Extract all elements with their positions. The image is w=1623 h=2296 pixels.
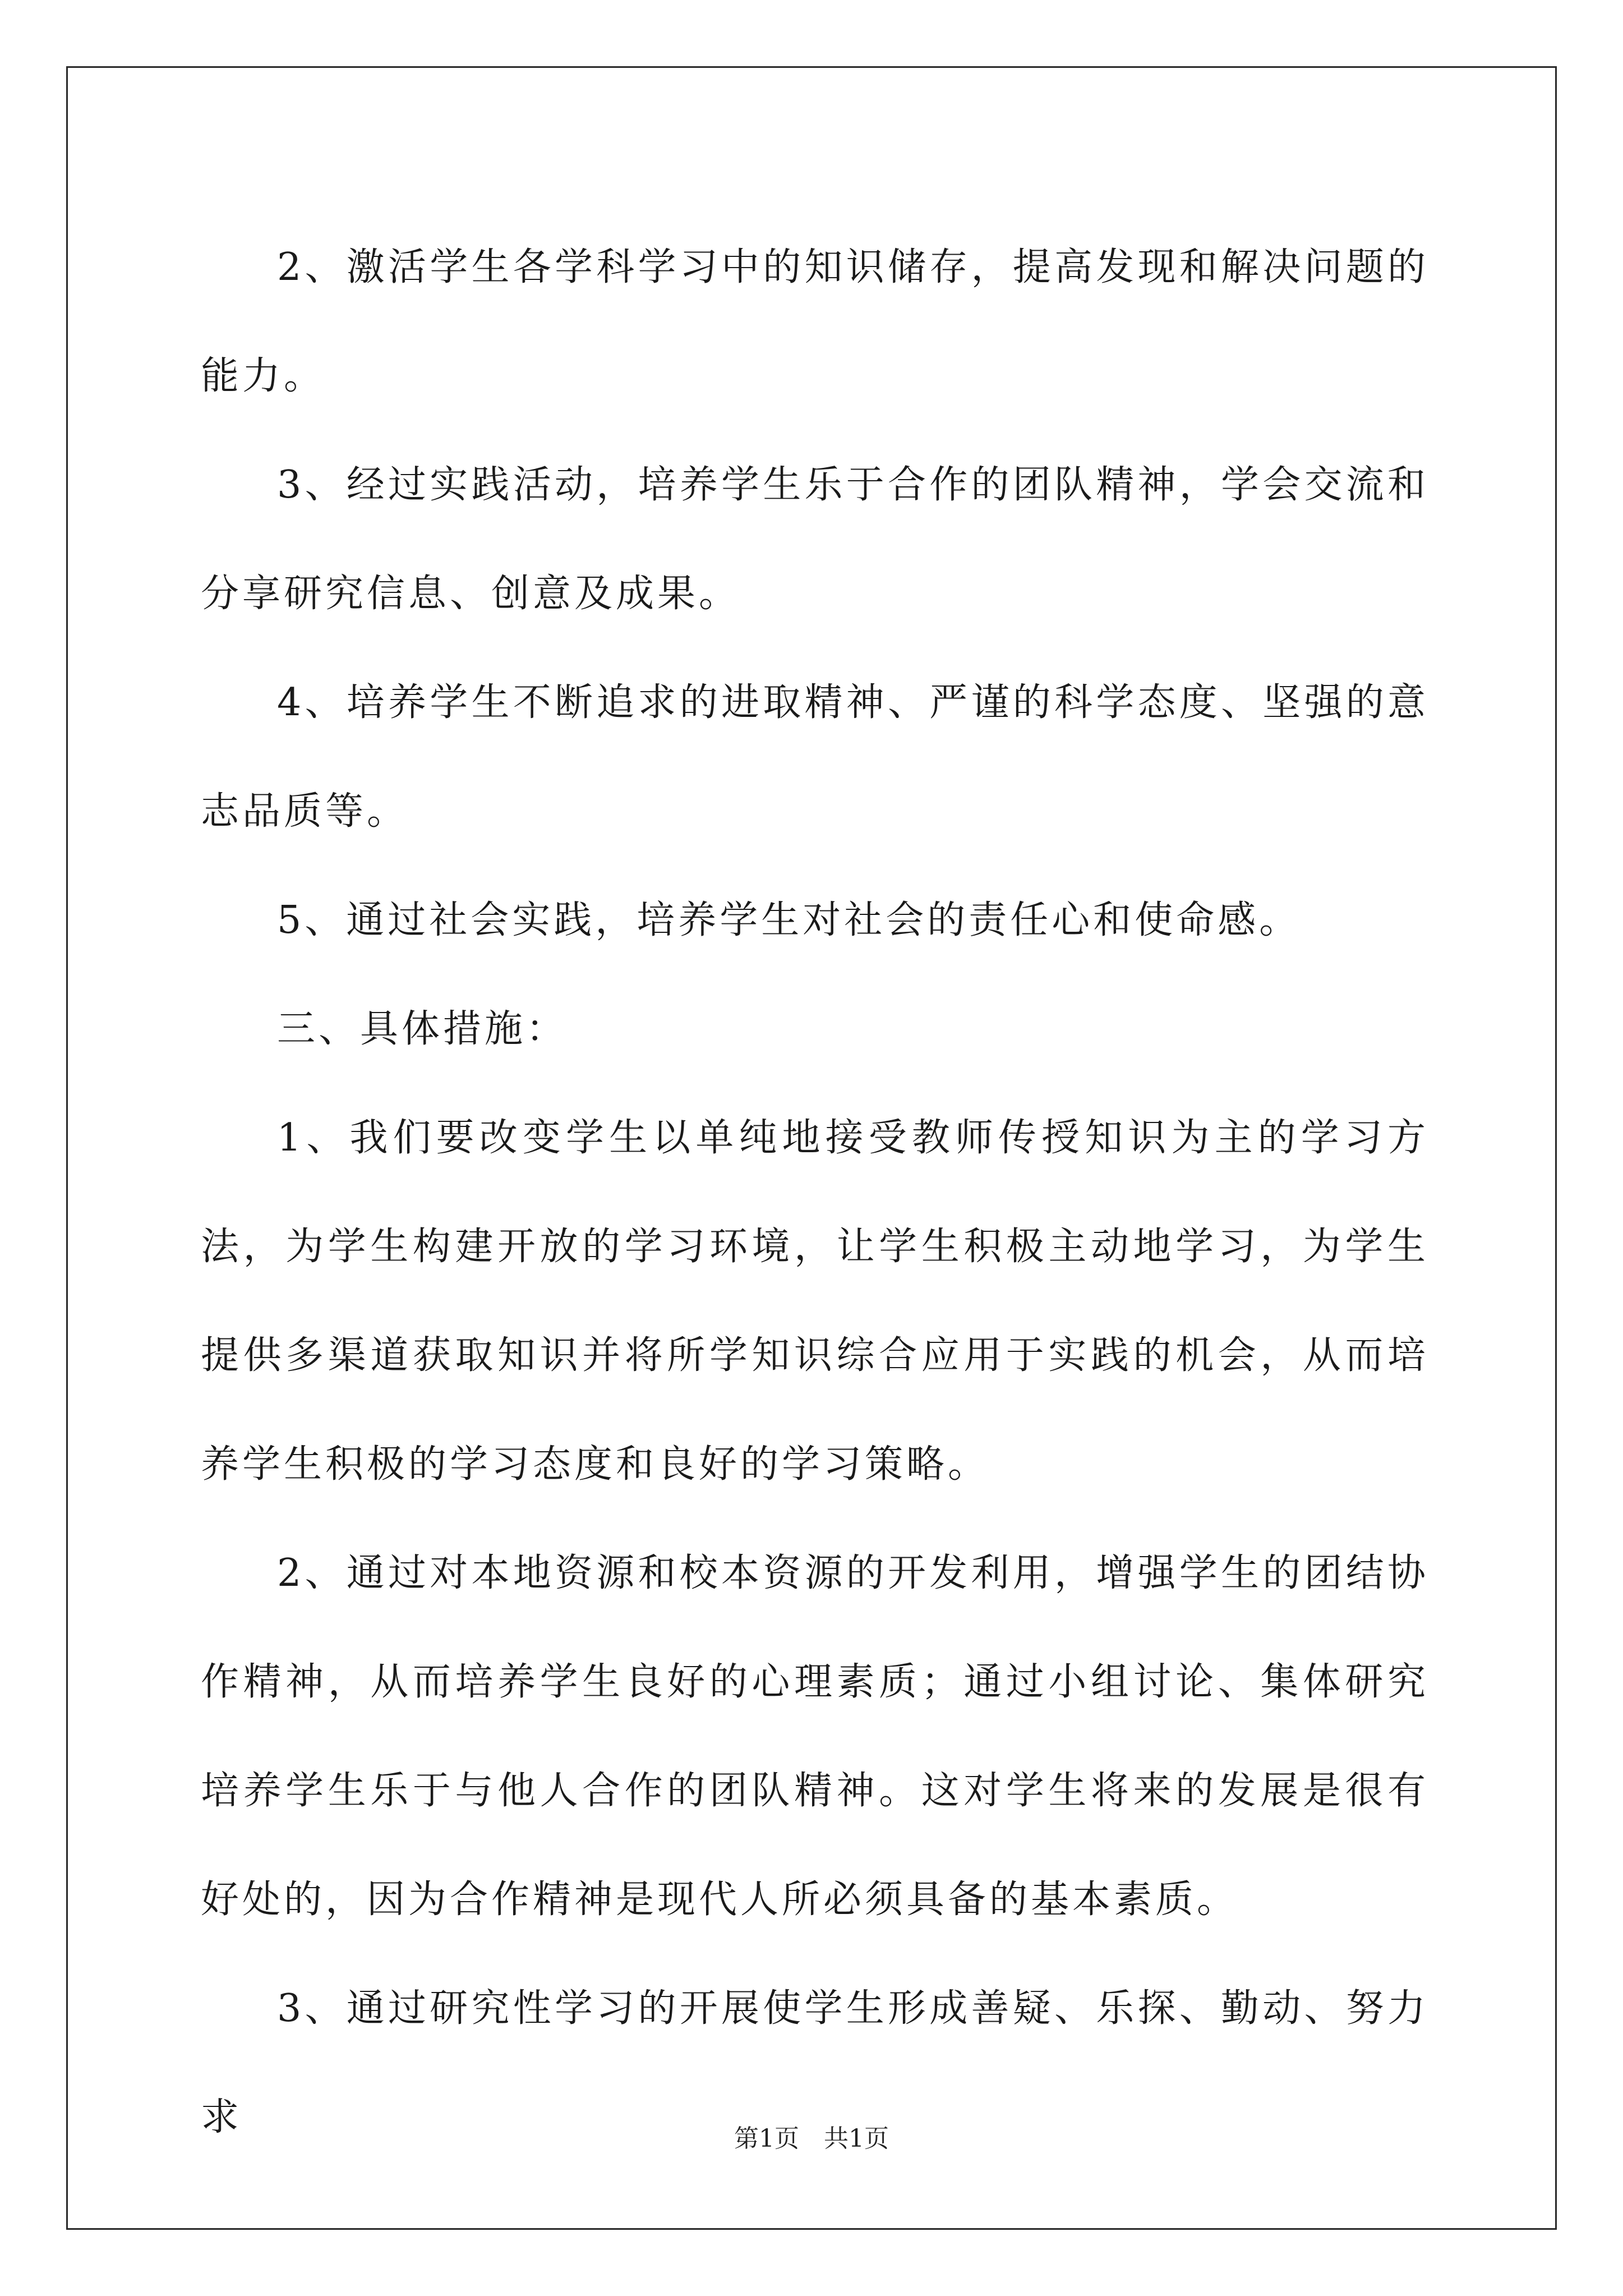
paragraph-goal-5: 5、通过社会实践，培养学生对社会的责任心和使命感。: [277, 898, 1301, 942]
paragraph-goal-3: 3、经过实践活动，培养学生乐于合作的团队精神，学会交流和分享研究信息、创意及成果。: [201, 463, 1429, 616]
paragraph-goal-4: 4、培养学生不断追求的进取精神、严谨的科学态度、坚强的意志品质等。: [201, 680, 1429, 834]
paragraph-measure-3: 3、通过研究性学习的开展使学生形成善疑、乐探、勤动、努力求: [201, 1986, 1429, 2139]
paragraph-measure-1: 1、我们要改变学生以单纯地接受教师传授知识为主的学习方法，为学生构建开放的学习环境，让学生积极主动地学习，为学生提供多渠道获取知识并将所学知识综合应用于实践的机会，从而培养学生积极的学习态度和良好的学习策略。: [201, 1116, 1429, 1487]
document-body: [201, 213, 1429, 2172]
paragraph-goal-2: 2、激活学生各学科学习中的知识储存，提高发现和解决问题的能力。: [201, 245, 1429, 398]
paragraph-measure-2: 2、通过对本地资源和校本资源的开发利用，增强学生的团结协作精神，从而培养学生良好的心理素质；通过小组讨论、集体研究培养学生乐于与他人合作的团队精神。这对学生将来的发展是很有好处的，因为合作精神是现代人所必须具备的基本素质。: [201, 1551, 1429, 1922]
section-heading-measures: 三、具体措施：: [277, 1007, 568, 1051]
page-number-footer: 第1页 共1页: [734, 2124, 889, 2153]
